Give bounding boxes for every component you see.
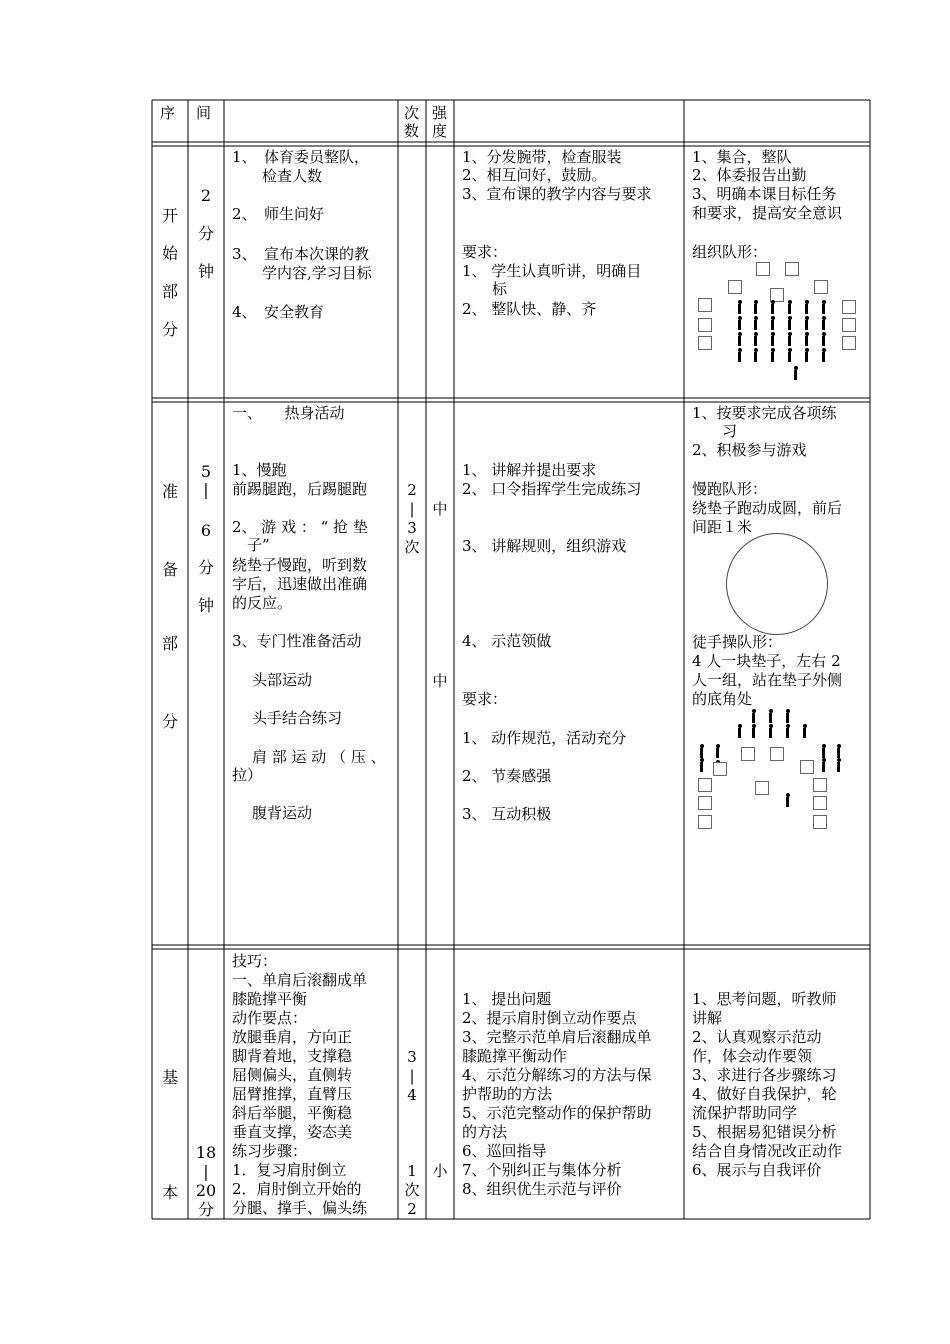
student-line: 2、积极参与游戏 xyxy=(692,441,807,459)
teacher-line: 2、相互问好，鼓励。 xyxy=(462,166,607,184)
header-seq: 序 xyxy=(160,104,176,122)
section-label-char: 本 xyxy=(161,1183,178,1202)
teacher-line: 膝跪撑平衡动作 xyxy=(462,1047,568,1065)
teacher-line: 2、 节奏感强 xyxy=(462,767,552,785)
student-line: 组织队形： xyxy=(692,243,768,261)
section-label-char: 始 xyxy=(161,244,178,263)
header-count: 次数 xyxy=(404,104,420,140)
student-line: 2、认真观察示范动 xyxy=(692,1028,822,1046)
content-line: 练习步骤： xyxy=(232,1142,308,1160)
count-char: 3 xyxy=(407,519,417,537)
teacher-line: 3、 讲解规则，组织游戏 xyxy=(462,537,627,555)
section-label-char: 分 xyxy=(161,712,178,731)
content-line: 检查人数 xyxy=(232,167,323,185)
student-line: 2、体委报告出勤 xyxy=(692,166,807,184)
teacher-line: 3、宣布课的教学内容与要求 xyxy=(462,185,652,203)
count-char: 2 xyxy=(407,481,417,499)
header-intensity: 强度 xyxy=(432,104,448,140)
teacher-line: 7、个别纠正与集体分析 xyxy=(462,1161,622,1179)
section-label-char: 开 xyxy=(161,206,178,225)
count-char: 次 xyxy=(404,538,420,556)
teacher-line: 护帮助的方法 xyxy=(462,1085,553,1103)
intensity-value: 中 xyxy=(432,500,448,518)
content-line: 屈臂推撑，直臂压 xyxy=(232,1085,353,1103)
teacher-line: 标 xyxy=(462,280,508,298)
content-line: 膝跪撑平衡 xyxy=(232,990,308,1008)
count-char: 1 xyxy=(407,1162,417,1180)
teacher-line: 的方法 xyxy=(462,1123,508,1141)
student-line: 人一组，站在垫子外侧 xyxy=(692,671,843,689)
student-line: 1、思考问题，听教师 xyxy=(692,990,837,1008)
content-line: 动作要点： xyxy=(232,1009,308,1027)
content-line: 肩 部 运 动 （ 压 、 xyxy=(252,748,386,766)
teacher-line: 6、巡回指导 xyxy=(462,1142,547,1160)
content-line: 前踢腿跑，后踢腿跑 xyxy=(232,480,368,498)
count-char: | xyxy=(409,500,415,518)
student-line: 4、做好自我保护，轮 xyxy=(692,1085,837,1103)
teacher-line: 3、完整示范单肩后滚翻成单 xyxy=(462,1028,652,1046)
teacher-line: 1、 讲解并提出要求 xyxy=(462,461,597,479)
content-line: 3、专门性准备活动 xyxy=(232,632,362,650)
time-char: 6 xyxy=(200,521,212,540)
student-line: 讲解 xyxy=(692,1009,723,1027)
teacher-line: 1、 学生认真听讲，明确目 xyxy=(462,262,642,280)
student-line: 1、集合，整队 xyxy=(692,148,792,166)
student-line: 6、展示与自我评价 xyxy=(692,1161,822,1179)
student-line: 慢跑队形： xyxy=(692,480,768,498)
time-char: 5 xyxy=(200,462,212,481)
student-line: 的底角处 xyxy=(692,690,753,708)
count-char: | xyxy=(409,1067,415,1085)
content-line: 腹背运动 xyxy=(252,804,313,822)
section-label-char: 基 xyxy=(161,1068,178,1087)
teacher-line: 5、示范完整动作的保护帮助 xyxy=(462,1104,652,1122)
time-char: | xyxy=(203,1162,209,1181)
teacher-line: 2、 口令指挥学生完成练习 xyxy=(462,480,642,498)
time-char: 20 xyxy=(195,1181,217,1200)
formation-diagram-assembly xyxy=(690,258,865,383)
student-line: 作，体会动作要领 xyxy=(692,1047,813,1065)
teacher-line: 2、 整队快、静、齐 xyxy=(462,300,597,318)
content-line: 1、 体育委员整队， xyxy=(232,148,370,166)
content-line: 拉） xyxy=(232,766,263,784)
content-line: 学内容,学习目标 xyxy=(232,264,372,282)
section-label-char: 准 xyxy=(161,482,178,501)
content-line: 屈侧偏头，直侧转 xyxy=(232,1066,353,1084)
content-line: 绕垫子慢跑，听到数 xyxy=(232,556,368,574)
content-line: 2．肩肘倒立开始的 xyxy=(232,1180,362,1198)
teacher-line: 1、 动作规范，活动充分 xyxy=(462,729,627,747)
header-time: 间 xyxy=(196,104,212,122)
student-line: 和要求，提高安全意识 xyxy=(692,204,843,222)
student-line: 3、求进行各步骤练习 xyxy=(692,1066,837,1084)
content-line: 4、 安全教育 xyxy=(232,303,325,321)
count-char: 3 xyxy=(407,1048,417,1066)
teacher-line: 4、示范分解练习的方法与保 xyxy=(462,1066,652,1084)
content-line: 字后，迅速做出准确 xyxy=(232,575,368,593)
content-line: 一、 热身活动 xyxy=(232,404,345,422)
teacher-line: 2、提示肩肘倒立动作要点 xyxy=(462,1009,637,1027)
content-line: 子” xyxy=(232,536,270,554)
intensity-value: 小 xyxy=(432,1162,448,1180)
time-char: | xyxy=(203,480,209,499)
count-char: 次 xyxy=(404,1181,420,1199)
section-label-char: 部 xyxy=(161,634,178,653)
content-line: 技巧： xyxy=(232,952,278,970)
student-line: 3、明确本课目标任务 xyxy=(692,185,837,203)
teacher-line: 要求： xyxy=(462,243,508,261)
section-label-char: 分 xyxy=(161,320,178,339)
time-char: 2 xyxy=(200,186,212,205)
teacher-line: 1、分发腕带，检查服装 xyxy=(462,148,622,166)
content-line: 分腿、撑手、偏头练 xyxy=(232,1199,368,1217)
student-line: 流保护帮助同学 xyxy=(692,1104,798,1122)
teacher-line: 4、 示范领做 xyxy=(462,632,552,650)
student-line: 习 xyxy=(692,422,738,440)
time-char: 分 xyxy=(197,558,214,577)
time-char: 18 xyxy=(195,1143,217,1162)
count-char: 4 xyxy=(407,1086,417,1104)
content-line: 头手结合练习 xyxy=(252,709,343,727)
time-char: 钟 xyxy=(197,596,214,615)
student-line: 绕垫子跑动成圆，前后 xyxy=(692,499,843,517)
teacher-line: 要求： xyxy=(462,690,508,708)
student-line: 4 人一块垫子，左右 2 xyxy=(692,652,841,670)
time-char: 分 xyxy=(197,1200,214,1219)
student-line: 徒手操队形： xyxy=(692,633,783,651)
content-line: 1．复习肩肘倒立 xyxy=(232,1161,347,1179)
count-char: 2 xyxy=(407,1200,417,1218)
section-label-char: 部 xyxy=(161,282,178,301)
student-line: 5、根据易犯错误分析 xyxy=(692,1123,837,1141)
student-line: 结合自身情况改正动作 xyxy=(692,1142,843,1160)
content-line: 头部运动 xyxy=(252,671,313,689)
time-char: 钟 xyxy=(197,262,214,281)
student-line: 间距１米 xyxy=(692,518,753,536)
teacher-line: 1、 提出问题 xyxy=(462,990,552,1008)
content-line: 的反应。 xyxy=(232,594,293,612)
jogging-circle-diagram xyxy=(726,533,828,635)
content-line: 放腿垂肩，方向正 xyxy=(232,1028,353,1046)
time-char: 分 xyxy=(197,224,214,243)
content-line: 1、慢跑 xyxy=(232,461,287,479)
section-label-char: 备 xyxy=(161,560,178,579)
intensity-value: 中 xyxy=(432,672,448,690)
student-line: 1、按要求完成各项练 xyxy=(692,404,837,422)
content-line: 斜后举腿，平衡稳 xyxy=(232,1104,353,1122)
content-line: 一、单肩后滚翻成单 xyxy=(232,971,368,989)
content-line: 2、 游 戏 ： “ 抢 垫 xyxy=(232,518,368,536)
teacher-line: 8、组织优生示范与评价 xyxy=(462,1180,622,1198)
teacher-line: 3、 互动积极 xyxy=(462,805,552,823)
content-line: 2、 师生问好 xyxy=(232,205,325,223)
content-line: 脚背着地，支撑稳 xyxy=(232,1047,353,1065)
content-line: 垂直支撑，姿态美 xyxy=(232,1123,353,1141)
content-line: 3、 宣布本次课的教 xyxy=(232,245,370,263)
